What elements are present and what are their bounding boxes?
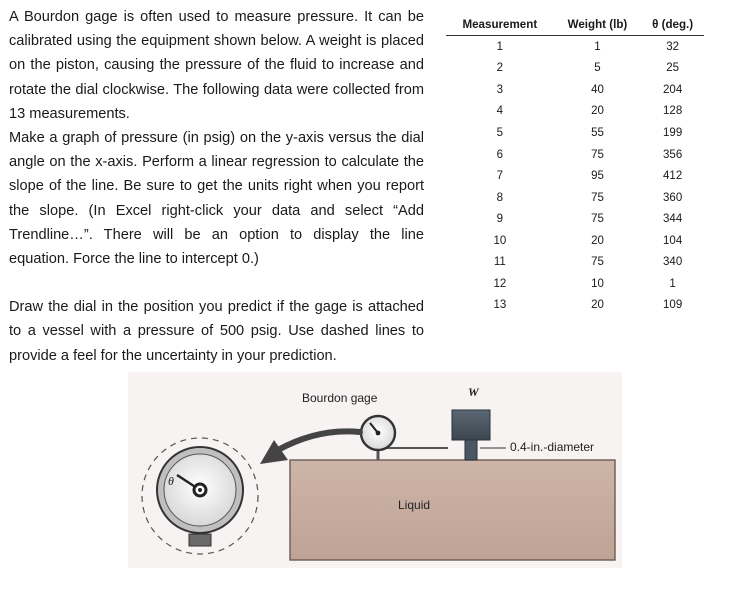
problem-paragraph-2: Make a graph of pressure (in psig) on the y-axis versus the dial angle on the x-axis. Perform a linear regression to calculate the slope of the line. Be sure to get the units right when you report the slope. (In Excel right-click your data and select “Add Trendline…”. There will be an option to display the line equation. Force the line to intercept 0.) (9, 130, 424, 268)
cell-weight: 55 (591, 126, 604, 139)
cell-weight: 75 (591, 148, 604, 161)
table-row (446, 79, 704, 101)
cell-measurement: 5 (496, 126, 504, 139)
table-row (446, 144, 704, 166)
table-row (446, 208, 704, 230)
diameter-label: 0.4-in.-diameter (510, 440, 595, 454)
cell-theta: 25 (666, 62, 680, 75)
cell-weight: 95 (591, 170, 604, 183)
apparatus-diagram (128, 372, 622, 568)
header-theta: θ (deg.) (641, 13, 704, 36)
cell-measurement: 9 (496, 213, 504, 226)
cell-measurement: 3 (496, 83, 504, 96)
cell-theta: 340 (663, 256, 683, 269)
cell-measurement: 2 (496, 62, 504, 75)
gage-label: Bourdon gage (302, 391, 378, 405)
cell-measurement: 4 (496, 105, 504, 118)
cell-theta: 204 (663, 83, 683, 96)
cell-measurement: 1 (496, 40, 504, 53)
cell-weight: 75 (591, 256, 604, 269)
cell-measurement: 13 (493, 299, 507, 312)
cell-measurement: 7 (496, 170, 504, 183)
cell-theta: 412 (663, 170, 683, 183)
table-row (446, 165, 704, 187)
apparatus-figure (128, 372, 622, 568)
table-row (446, 187, 704, 209)
cell-theta: 360 (663, 191, 683, 204)
cell-theta: 356 (663, 148, 683, 161)
header-measurement: Measurement (446, 13, 554, 36)
table-row (446, 101, 704, 123)
cell-weight: 20 (591, 105, 604, 118)
problem-paragraph-1: A Bourdon gage is often used to measure pressure. It can be calibrated using the equipment shown below. A weight is placed on the piston, causing the pressure of the fluid to increase and rotate the dial clockwise. The following data were collected from 13 measurements. (9, 9, 424, 122)
table-row (446, 251, 704, 273)
table-row (446, 122, 704, 144)
cell-weight: 20 (591, 234, 604, 247)
header-weight: Weight (lb) (554, 13, 642, 36)
cell-weight: 75 (591, 191, 604, 204)
measurement-table (446, 13, 704, 316)
cell-weight: 1 (594, 40, 601, 53)
cell-measurement: 11 (493, 256, 506, 269)
cell-weight: 40 (591, 83, 604, 96)
large-gage-stem (189, 534, 211, 546)
cell-weight: 20 (591, 299, 604, 312)
liquid-tank (290, 460, 615, 560)
cell-measurement: 8 (496, 191, 504, 204)
problem-paragraph-3: Draw the dial in the position you predict if the gage is attached to a vessel with a pressure of 500 psig. Use dashed lines to provide a feel for the uncertainty in your prediction. (9, 299, 424, 364)
weight-label: W (468, 385, 479, 399)
cell-theta: 109 (663, 299, 683, 312)
cell-theta: 128 (663, 105, 683, 118)
table-row (446, 58, 704, 80)
cell-theta: 32 (666, 40, 680, 53)
large-gage-hub-inner (198, 488, 202, 492)
cell-measurement: 6 (496, 148, 504, 161)
table-row (446, 273, 704, 295)
table-row (446, 295, 704, 317)
liquid-label: Liquid (398, 498, 431, 512)
problem-text (9, 5, 424, 368)
cell-theta: 199 (663, 126, 683, 139)
table-row (446, 230, 704, 252)
piston-rod (465, 440, 477, 460)
cell-weight: 10 (591, 277, 604, 290)
theta-label: θ (168, 474, 174, 488)
cell-theta: 344 (663, 213, 683, 226)
cell-theta: 104 (663, 234, 683, 247)
table-header-row (446, 13, 704, 36)
cell-weight: 75 (591, 213, 604, 226)
cell-weight: 5 (594, 62, 601, 75)
small-gage-hub (376, 431, 381, 436)
cell-measurement: 10 (493, 234, 507, 247)
table-row (446, 36, 704, 58)
weight-block (452, 410, 490, 440)
cell-measurement: 12 (493, 277, 507, 290)
cell-theta: 1 (669, 277, 676, 290)
